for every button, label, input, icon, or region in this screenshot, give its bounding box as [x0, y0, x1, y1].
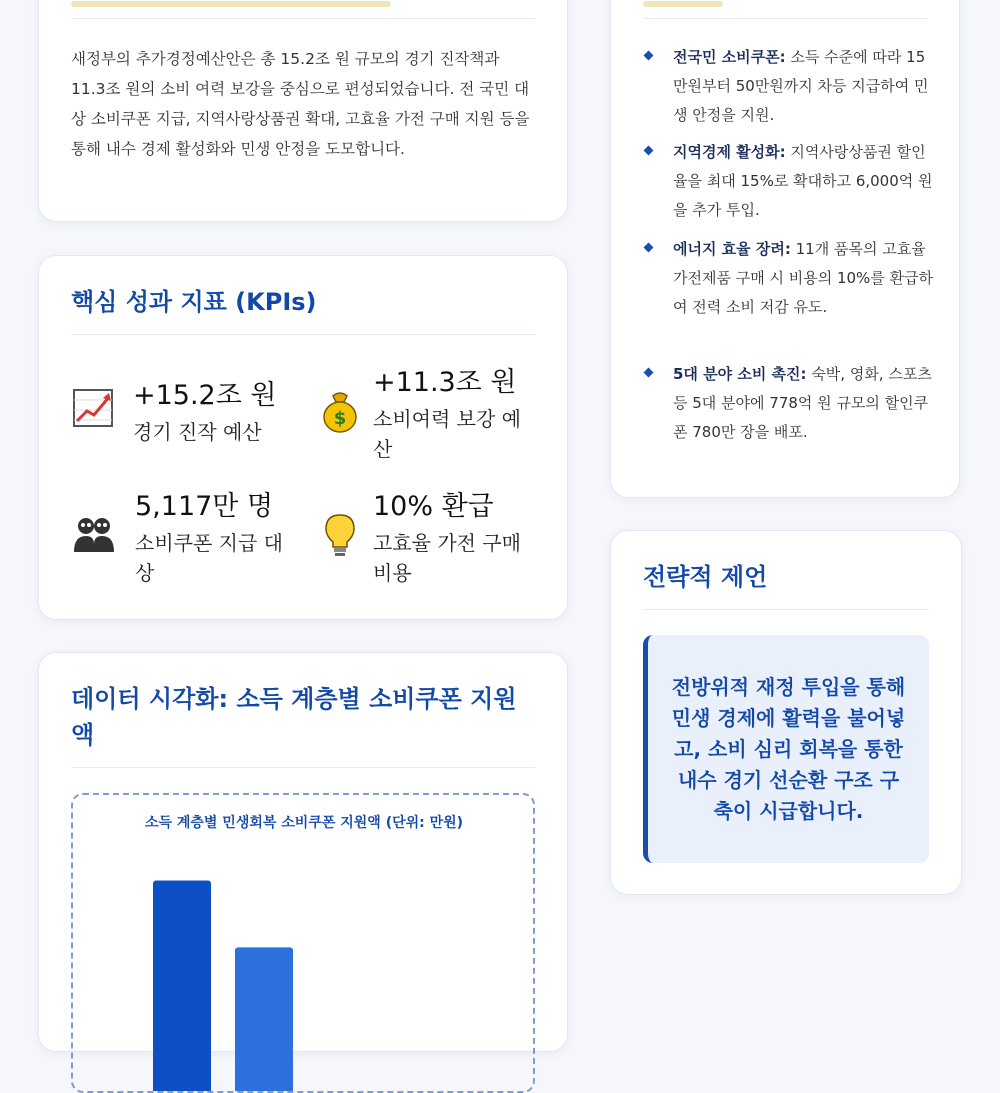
diamond-bullet-icon	[644, 51, 654, 61]
lightbulb-icon	[317, 512, 363, 558]
chart-up-icon	[71, 385, 117, 431]
summary-title-highlight	[71, 1, 391, 7]
diamond-bullet-icon	[644, 146, 654, 156]
people-icon	[71, 512, 117, 558]
kpi-value: +11.3조 원	[373, 367, 517, 398]
proposal-title: 전략적 제언	[643, 559, 929, 610]
kpi-value: 5,117만 명	[135, 491, 274, 522]
kpi-label: 소비쿠폰 지급 대상	[135, 531, 283, 585]
measures-title-highlight	[643, 1, 723, 7]
measure-title: 에너지 효율 장려:	[673, 240, 791, 258]
kpi-label: 고효율 가전 구매 비용	[373, 531, 521, 585]
bar-chart	[73, 795, 535, 1093]
measure-title: 5대 분야 소비 촉진:	[673, 365, 807, 383]
proposal-callout	[643, 635, 929, 863]
kpi-label: 소비여력 보강 예산	[373, 407, 521, 461]
summary-card	[38, 0, 568, 222]
money-bag-icon	[317, 388, 363, 434]
measure-text: 11개 품목의 고효율 가전제품 구매 시 비용의 10%를 환급하여 전력 소비 저감 유도.	[673, 240, 934, 316]
kpi-title: 핵심 성과 지표 (KPIs)	[71, 284, 535, 335]
summary-text: 새정부의 추가경정예산안은 총 15.2조 원 규모의 경기 진작책과 11.3조 원의 소비 여력 보강을 중심으로 편성되었습니다. 전 국민 대상 소비쿠폰 지급, 지역사랑상품권 확대, 고효율 가전 구매 지원 등을 통해 내수 경제 활성화와 민생 안정을 도모합니다.	[71, 50, 530, 158]
svg-text:$: $	[333, 408, 347, 429]
kpi-card	[38, 255, 568, 620]
chart-bar-1	[235, 947, 293, 1093]
kpi-label: 경기 진작 예산	[133, 420, 262, 444]
chart-section-title: 데이터 시각화: 소득 계층별 소비쿠폰 지원액	[71, 681, 535, 768]
kpi-value: +15.2조 원	[133, 380, 277, 411]
measures-card	[610, 0, 960, 498]
chart-card	[38, 652, 568, 1052]
measures-divider	[643, 18, 927, 19]
diamond-bullet-icon	[644, 243, 654, 253]
chart-container	[71, 793, 535, 1093]
measure-text: 숙박, 영화, 스포츠 등 5대 분야에 778억 원 규모의 할인쿠폰 780만 장을 배포.	[673, 365, 932, 441]
diamond-bullet-icon	[644, 368, 654, 378]
chart-title: 소득 계층별 민생회복 소비쿠폰 지원액 (단위: 만원)	[144, 815, 464, 831]
chart-bar-0	[153, 880, 211, 1093]
measure-title: 지역경제 활성화:	[673, 143, 786, 161]
summary-divider	[71, 18, 535, 19]
measure-text: 소득 수준에 따라 15만원부터 50만원까지 차등 지급하여 민생 안정을 지원.	[673, 48, 929, 124]
measure-text: 지역사랑상품권 할인율을 최대 15%로 확대하고 6,000억 원을 추가 투입.	[673, 143, 933, 219]
kpi-value: 10% 환급	[373, 491, 494, 522]
measure-title: 전국민 소비쿠폰:	[673, 48, 786, 66]
proposal-card	[610, 530, 962, 895]
proposal-text: 전방위적 재정 투입을 통해 민생 경제에 활력을 불어넣고, 소비 심리 회복을 통한 내수 경기 선순환 구조 구축이 시급합니다.	[671, 674, 906, 823]
